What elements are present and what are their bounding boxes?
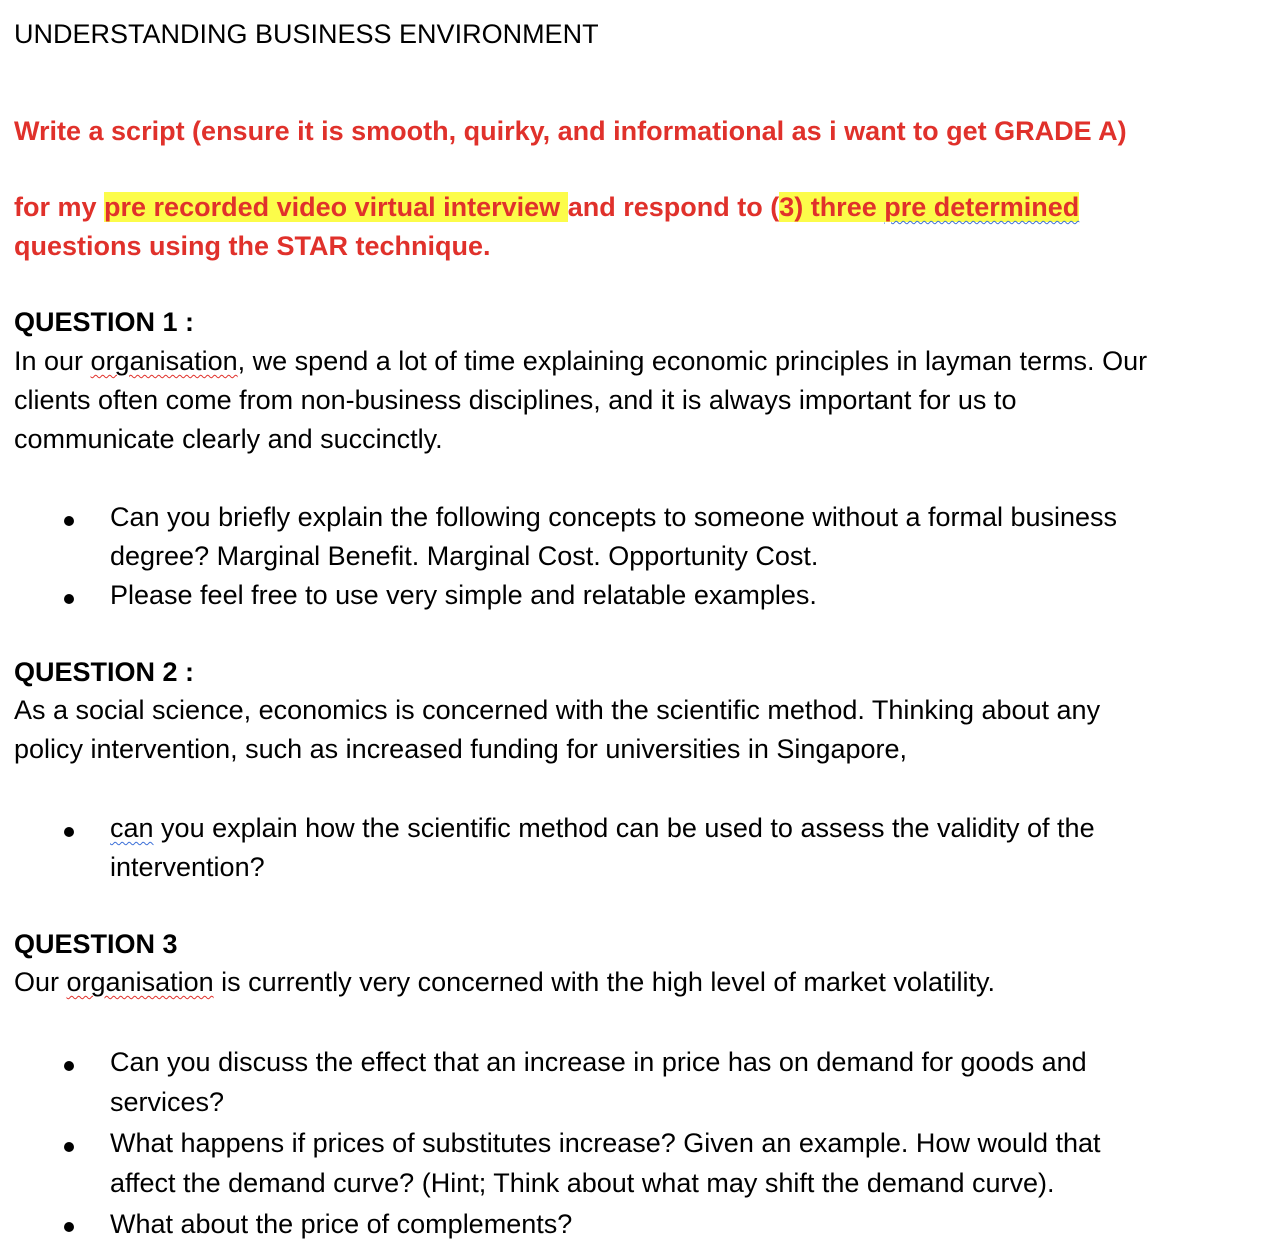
question-1-paragraph-line	[14, 342, 1147, 381]
question-2-paragraph-line: As a social science, economics is concerned with the scientific method. Thinking about any	[14, 695, 1101, 725]
question-3-paragraph-line	[14, 963, 995, 1002]
highlighted-text-grammar-flag[interactable]: pre determined	[884, 192, 1080, 222]
text: , we spend a lot of time explaining economic principles in layman terms. Our	[237, 346, 1148, 376]
question-2-bullet-1-line	[110, 809, 1095, 848]
question-3-bullet-1-line: Can you discuss the effect that an increase in price has on demand for goods and	[110, 1047, 1087, 1077]
highlighted-text: 3) three	[779, 192, 885, 222]
instruction-line-1: Write a script (ensure it is smooth, quirky, and informational as i want to get GRADE A)	[14, 116, 1127, 146]
highlighted-text: pre recorded video virtual interview	[104, 192, 568, 222]
text: is currently very concerned with the high level of market volatility.	[213, 967, 995, 997]
question-2-bullet-1-line: intervention?	[110, 852, 265, 882]
spelling-flag[interactable]: organisation	[90, 346, 238, 376]
instruction-text: for my	[14, 192, 105, 222]
document-title: UNDERSTANDING BUSINESS ENVIRONMENT	[14, 19, 599, 49]
question-1-bullet-1-line: Can you briefly explain the following concepts to someone without a formal business	[110, 502, 1118, 532]
question-1-paragraph-line: communicate clearly and succinctly.	[14, 424, 443, 454]
bullet-dot	[64, 827, 74, 837]
question-1-paragraph-line: clients often come from non-business disciplines, and it is always important for us to	[14, 385, 1017, 415]
spelling-flag[interactable]: organisation	[66, 967, 214, 997]
question-1-bullet-2-line: Please feel free to use very simple and relatable examples.	[110, 580, 817, 610]
bullet-dot	[64, 516, 74, 526]
question-3-heading: QUESTION 3	[14, 929, 178, 959]
text: Our	[14, 967, 67, 997]
bullet-dot	[64, 1061, 74, 1071]
question-2-paragraph-line: policy intervention, such as increased funding for universities in Singapore,	[14, 734, 908, 764]
instruction-text: and respond to (	[567, 192, 780, 222]
text: In our	[14, 346, 91, 376]
question-1-bullet-1-line: degree? Marginal Benefit. Marginal Cost. Opportunity Cost.	[110, 541, 819, 571]
bullet-dot	[64, 1222, 74, 1232]
bullet-dot	[64, 594, 74, 604]
instruction-line-3: questions using the STAR technique.	[14, 231, 491, 261]
instruction-line-2	[14, 188, 1079, 227]
text: you explain how the scientific method can be used to assess the validity of the	[153, 813, 1095, 843]
question-1-heading: QUESTION 1 :	[14, 307, 195, 337]
question-3-bullet-2-line: What happens if prices of substitutes increase? Given an example. How would that	[110, 1128, 1101, 1158]
question-2-heading: QUESTION 2 :	[14, 657, 195, 687]
bullet-dot	[64, 1142, 74, 1152]
question-3-bullet-2-line: affect the demand curve? (Hint; Think about what may shift the demand curve).	[110, 1168, 1055, 1198]
grammar-flag[interactable]: can	[110, 813, 154, 843]
question-3-bullet-3-line: What about the price of complements?	[110, 1209, 573, 1239]
question-3-bullet-1-line: services?	[110, 1087, 225, 1117]
